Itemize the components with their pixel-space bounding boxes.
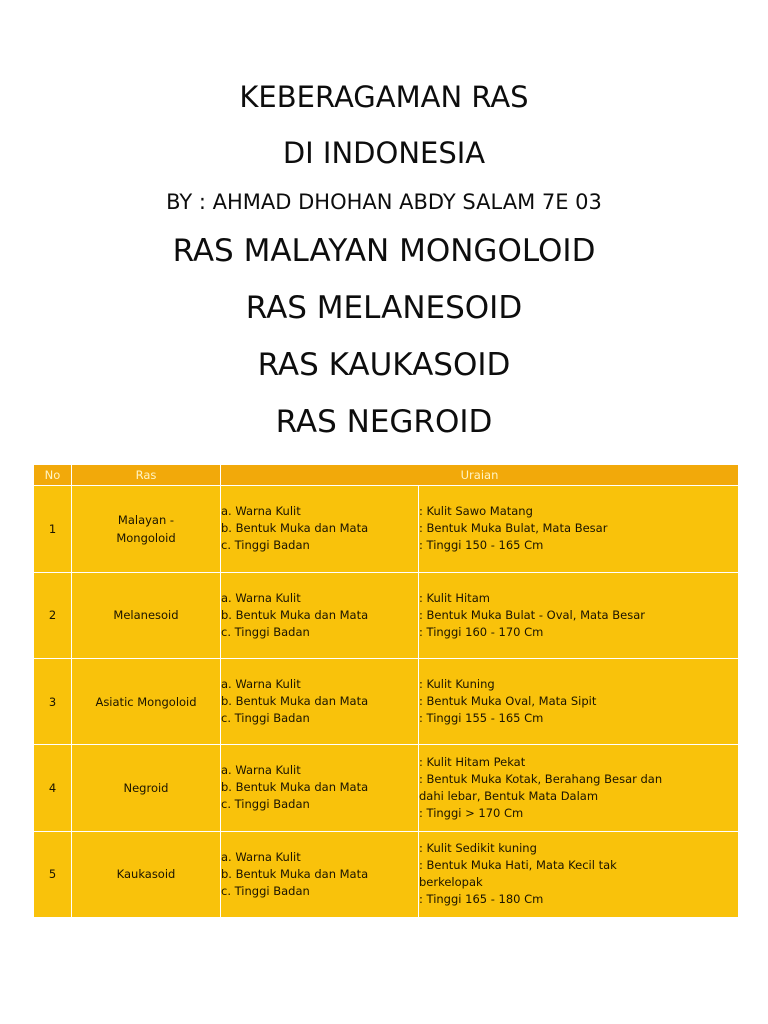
table-header-row bbox=[34, 465, 739, 486]
value-list bbox=[419, 572, 739, 658]
row-number: 3 bbox=[34, 658, 72, 744]
attribute-label: c. Tinggi Badan bbox=[221, 883, 310, 898]
attribute-value: : Tinggi 155 - 165 Cm bbox=[419, 711, 544, 726]
attribute-value: : Tinggi 165 - 180 Cm bbox=[419, 892, 544, 907]
ras-name: Negroid bbox=[72, 745, 221, 831]
attribute-value: : Bentuk Muka Hati, Mata Kecil tak bbox=[419, 858, 617, 873]
attribute-label: b. Bentuk Muka dan Mata bbox=[221, 521, 369, 536]
attribute-label: b. Bentuk Muka dan Mata bbox=[221, 866, 369, 881]
ras-name-line: Malayan - bbox=[117, 512, 175, 527]
attribute-label: a. Warna Kulit bbox=[221, 763, 301, 778]
row-number: 5 bbox=[34, 831, 72, 917]
ras-table bbox=[33, 464, 739, 918]
attribute-label: a. Warna Kulit bbox=[221, 849, 301, 864]
attribute-label: b. Bentuk Muka dan Mata bbox=[221, 780, 369, 795]
attribute-label: c. Tinggi Badan bbox=[221, 538, 310, 553]
attribute-list bbox=[221, 658, 419, 744]
header-ras: Ras bbox=[72, 465, 221, 486]
table-row bbox=[34, 831, 739, 917]
table-row bbox=[34, 486, 739, 572]
ras-name: Melanesoid bbox=[72, 572, 221, 658]
attribute-label: a. Warna Kulit bbox=[221, 590, 301, 605]
page-title: KEBERAGAMAN RAS bbox=[239, 80, 529, 114]
attribute-label: a. Warna Kulit bbox=[221, 677, 301, 692]
attribute-value: : Tinggi > 170 Cm bbox=[419, 805, 524, 820]
table-row bbox=[34, 745, 739, 831]
value-list bbox=[419, 658, 739, 744]
header-no: No bbox=[34, 465, 72, 486]
attribute-label: c. Tinggi Badan bbox=[221, 711, 310, 726]
value-list bbox=[419, 831, 739, 917]
attribute-list bbox=[221, 745, 419, 831]
ras-heading-melanesoid: RAS MELANESOID bbox=[245, 290, 523, 326]
value-list bbox=[419, 745, 739, 831]
attribute-value: : Kulit Hitam bbox=[419, 590, 490, 605]
attribute-value: : Bentuk Muka Kotak, Berahang Besar dan bbox=[419, 771, 663, 786]
attribute-value: : Tinggi 160 - 170 Cm bbox=[419, 624, 544, 639]
attribute-list bbox=[221, 486, 419, 572]
table-row bbox=[34, 572, 739, 658]
attribute-label: b. Bentuk Muka dan Mata bbox=[221, 694, 369, 709]
value-list bbox=[419, 486, 739, 572]
attribute-list bbox=[221, 572, 419, 658]
ras-name-line: Mongoloid bbox=[116, 530, 176, 545]
row-number: 1 bbox=[34, 486, 72, 572]
attribute-label: c. Tinggi Badan bbox=[221, 624, 310, 639]
attribute-value: dahi lebar, Bentuk Mata Dalam bbox=[419, 788, 599, 803]
row-number: 2 bbox=[34, 572, 72, 658]
author-byline: BY : AHMAD DHOHAN ABDY SALAM 7E 03 bbox=[166, 190, 602, 214]
row-number: 4 bbox=[34, 745, 72, 831]
attribute-value: : Tinggi 150 - 165 Cm bbox=[419, 538, 544, 553]
ras-heading-malayan-mongoloid: RAS MALAYAN MONGOLOID bbox=[172, 233, 596, 269]
attribute-value: : Kulit Sedikit kuning bbox=[419, 841, 537, 856]
ras-heading-kaukasoid: RAS KAUKASOID bbox=[257, 347, 511, 383]
header-uraian: Uraian bbox=[221, 465, 739, 486]
table-row bbox=[34, 658, 739, 744]
attribute-value: : Bentuk Muka Bulat - Oval, Mata Besar bbox=[419, 607, 645, 622]
attribute-value: : Bentuk Muka Bulat, Mata Besar bbox=[419, 521, 608, 536]
attribute-value: berkelopak bbox=[419, 875, 483, 890]
attribute-value: : Kulit Kuning bbox=[419, 677, 495, 692]
ras-table-image bbox=[33, 464, 738, 918]
attribute-value: : Kulit Hitam Pekat bbox=[419, 754, 526, 769]
attribute-value: : Kulit Sawo Matang bbox=[419, 504, 533, 519]
ras-heading-negroid: RAS NEGROID bbox=[275, 404, 493, 440]
ras-name: Kaukasoid bbox=[72, 831, 221, 917]
page-subtitle: DI INDONESIA bbox=[282, 136, 486, 170]
ras-name: Asiatic Mongoloid bbox=[72, 658, 221, 744]
attribute-value: : Bentuk Muka Oval, Mata Sipit bbox=[419, 694, 597, 709]
attribute-label: a. Warna Kulit bbox=[221, 504, 301, 519]
ras-name bbox=[72, 486, 221, 572]
attribute-label: c. Tinggi Badan bbox=[221, 797, 310, 812]
attribute-list bbox=[221, 831, 419, 917]
attribute-label: b. Bentuk Muka dan Mata bbox=[221, 607, 369, 622]
